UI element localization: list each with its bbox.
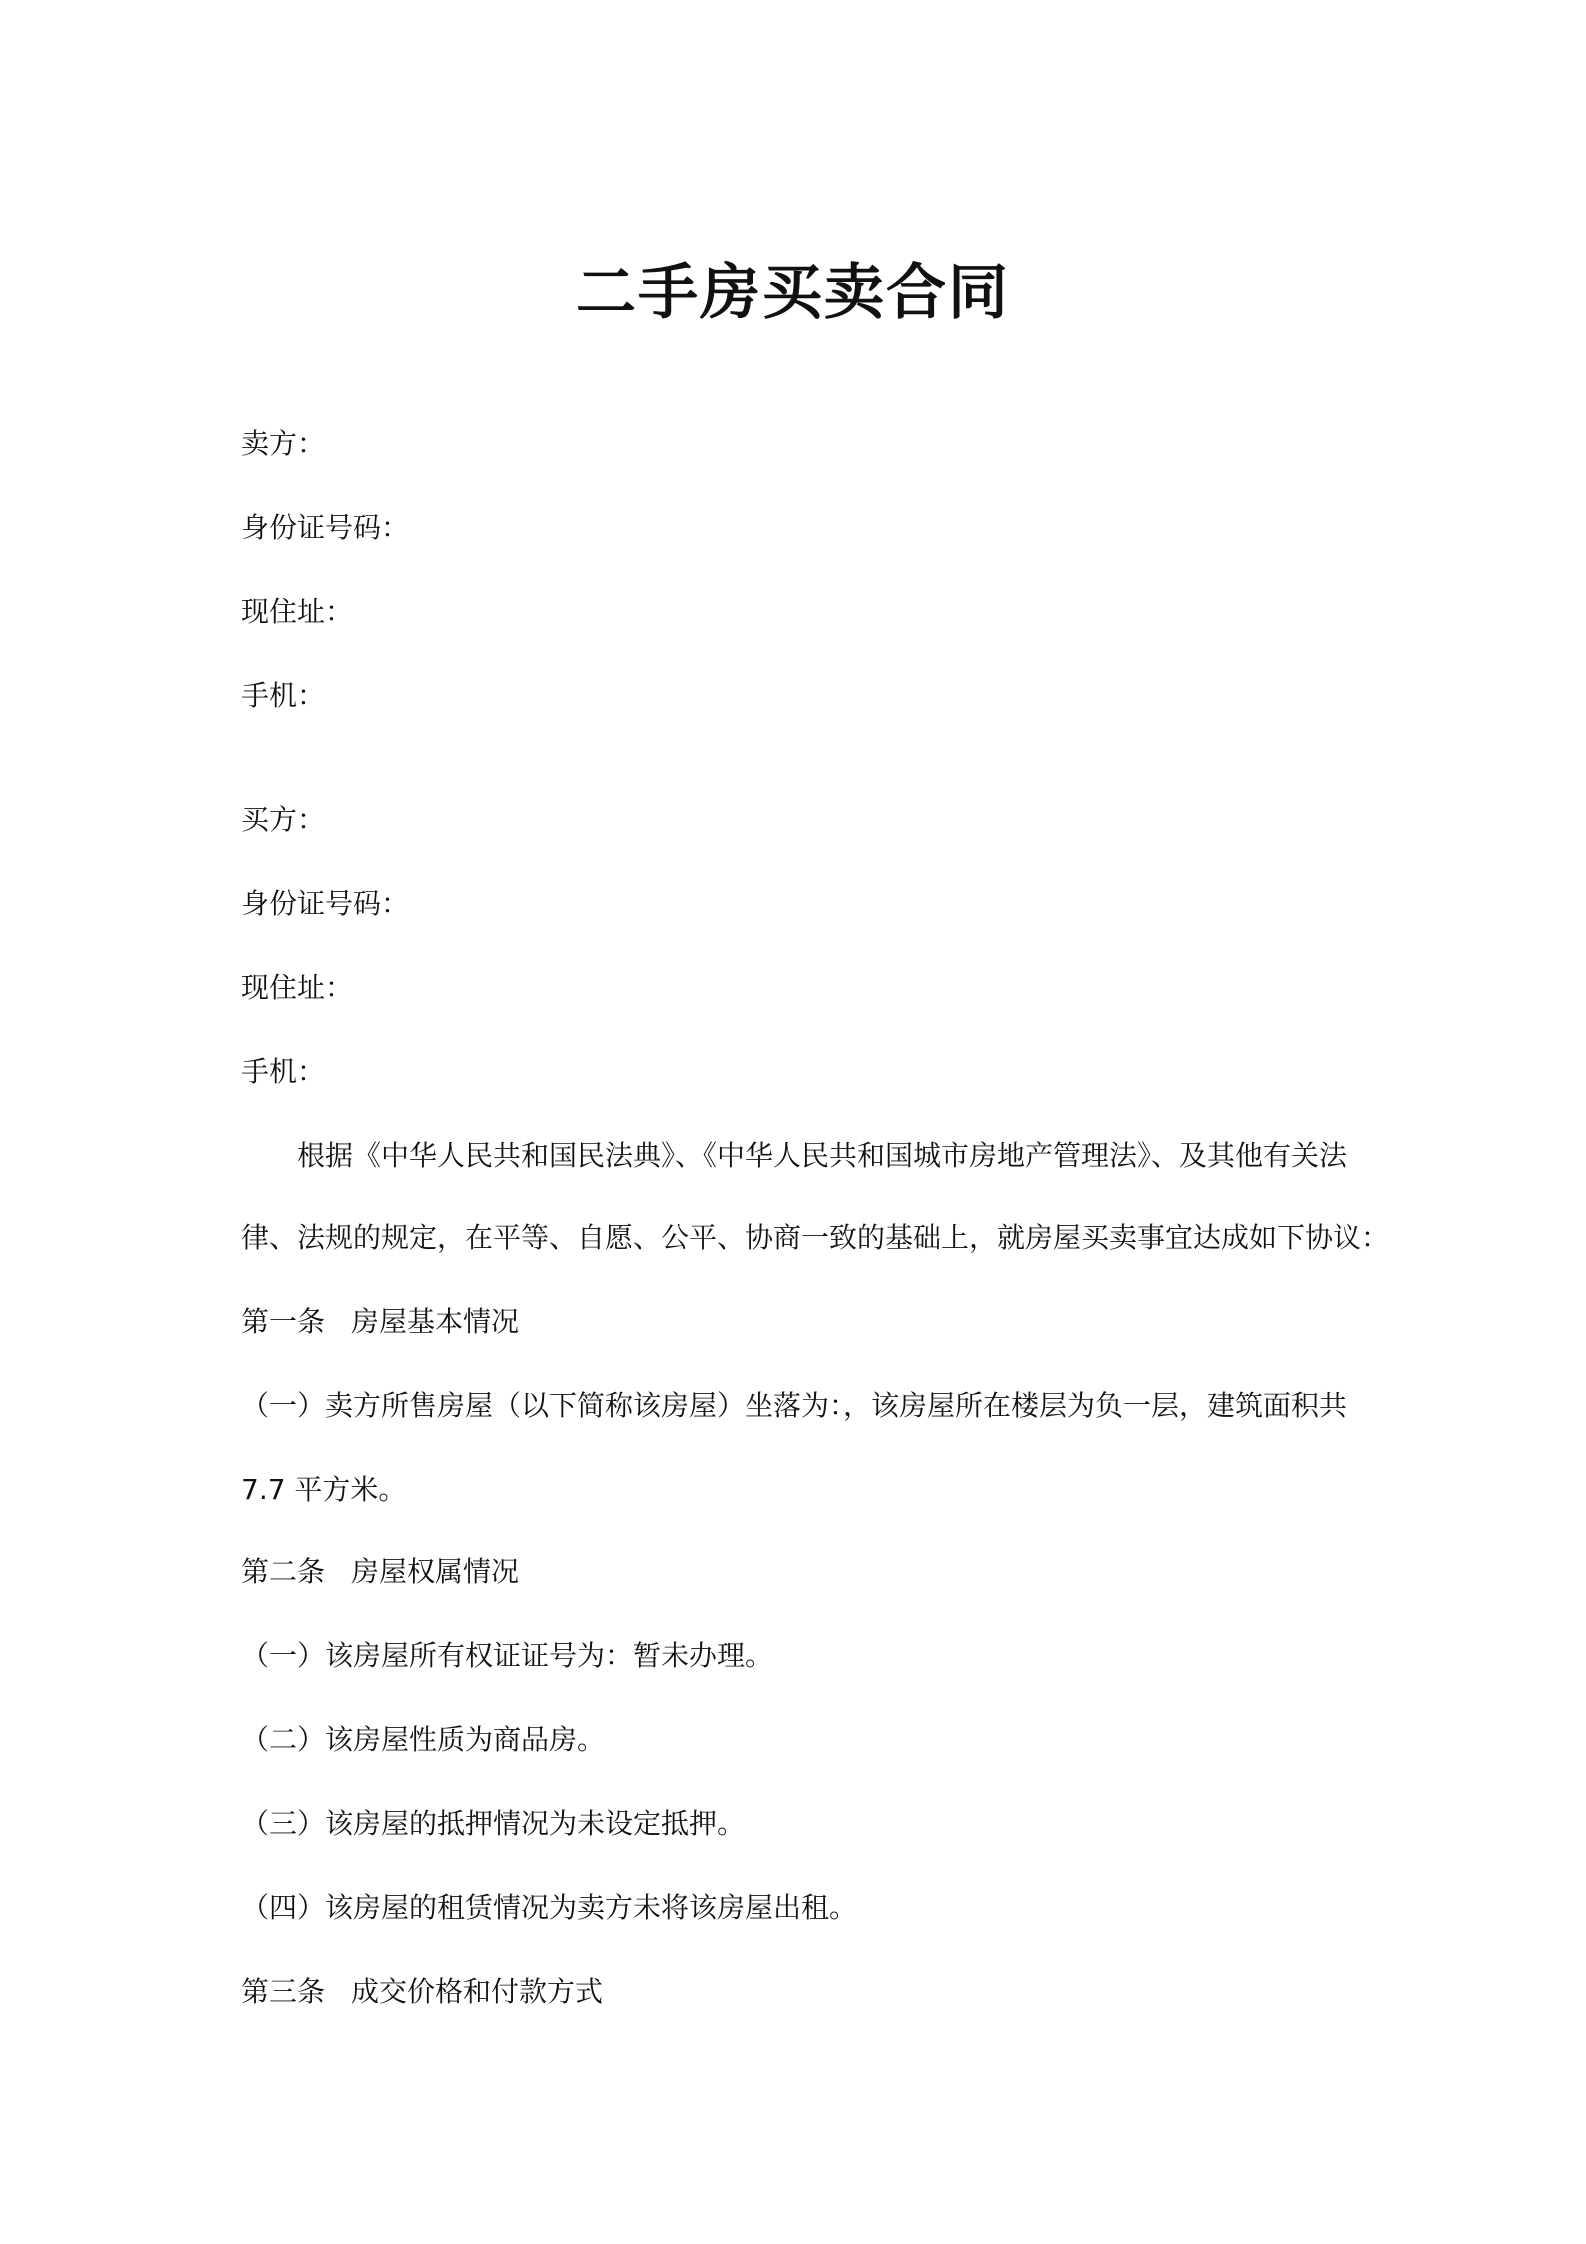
article-3-heading xyxy=(241,1972,603,2012)
buyer-phone-label: 手机： xyxy=(241,1055,326,1088)
preamble-line-2: 律、法规的规定，在平等、自愿、公平、协商一致的基础上，就房屋买卖事宜达成如下协议： xyxy=(241,1221,1390,1254)
article-2-number: 第二条 xyxy=(241,1555,326,1588)
buyer-name-label: 买方： xyxy=(241,803,326,836)
article-2-heading xyxy=(241,1552,519,1592)
article-1-number: 第一条 xyxy=(241,1305,326,1338)
article-2-item-3: （三）该房屋的抵押情况为未设定抵押。 xyxy=(241,1807,746,1840)
article-1-title: 房屋基本情况 xyxy=(351,1305,520,1338)
seller-name-label: 卖方： xyxy=(241,427,326,460)
article-1-item-1-line-2: 7.7 平方米。 xyxy=(241,1473,407,1506)
article-2-item-4: （四）该房屋的租赁情况为卖方未将该房屋出租。 xyxy=(241,1891,858,1924)
article-3-title: 成交价格和付款方式 xyxy=(351,1975,604,2008)
buyer-address-label: 现住址： xyxy=(241,971,354,1004)
buyer-id-label: 身份证号码： xyxy=(241,887,410,920)
article-1-heading xyxy=(241,1302,519,1342)
seller-id-label: 身份证号码： xyxy=(241,511,410,544)
preamble-line-1: 根据《中华人民共和国民法典》、《中华人民共和国城市房地产管理法》、及其他有关法 xyxy=(297,1139,1348,1172)
article-1-item-1-line-1: （一）卖方所售房屋（以下简称该房屋）坐落为：，该房屋所在楼层为负一层，建筑面积共 xyxy=(241,1389,1348,1422)
article-2-title: 房屋权属情况 xyxy=(351,1555,520,1588)
article-2-item-1: （一）该房屋所有权证证号为：暂未办理。 xyxy=(241,1639,774,1672)
article-3-number: 第三条 xyxy=(241,1975,326,2008)
document-title: 二手房买卖合同 xyxy=(576,258,1010,328)
article-2-item-2: （二）该房屋性质为商品房。 xyxy=(241,1723,606,1756)
seller-address-label: 现住址： xyxy=(241,595,354,628)
seller-phone-label: 手机： xyxy=(241,679,326,712)
